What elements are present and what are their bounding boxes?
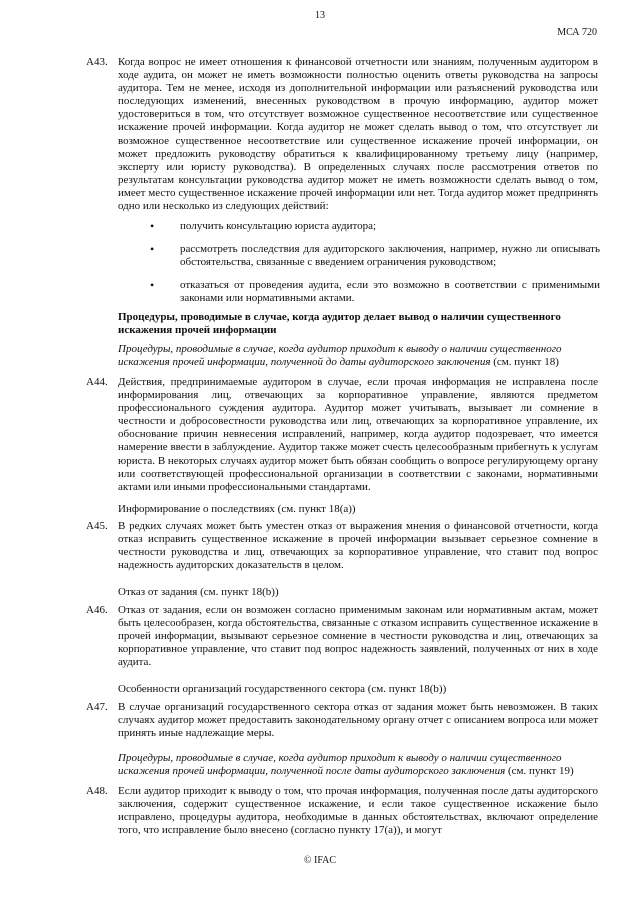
subheading-before-report bbox=[118, 343, 598, 369]
paragraph-a48 bbox=[86, 785, 598, 837]
paragraph-number: A43. bbox=[86, 56, 108, 68]
subheading-after-report bbox=[118, 752, 598, 778]
footer-copyright: © IFAC bbox=[303, 855, 337, 866]
subheading-italic: Процедуры, проводимые в случае, когда аудитор приходит к выводу о наличии существенного искажения прочей информации, полученной до даты аудиторского заключения bbox=[118, 343, 562, 369]
paragraph-text: Когда вопрос не имеет отношения к финансовой отчетности или знаниям, полученным аудитором в ходе аудита, он может не иметь возможности полностью оценить ответы руководства на запросы аудитора. Тем не менее, исходя из дополнительной информации или разъяснений руководства или последующих изменений, внесенных руководством в прочую информацию, аудитор может удостовериться в том, что отсутствует возможное существенное несоответствие или существенное искажение прочей информации. Когда аудитор не может сделать вывод о том, что отсутствует ли возможное существенное несоответствие или существенное искажение прочей информации, он может предложить руководству обратиться к квалифицированному третьему лицу (например, эксперту или юристу руководства). В определенных случаях после рассмотрения ответов по результатам консультации руководства аудитор может не иметь возможности сделать вывод о том, имеет место существенное искажение прочей информации или нет. Тогда аудитор может предпринять одно или несколько из следующих действий: bbox=[118, 56, 598, 213]
paragraph-number: A47. bbox=[86, 701, 108, 713]
paragraph-text: Если аудитор приходит к выводу о том, что прочая информация, полученная после даты аудиторского заключения, содержит существенное искажение, и если такое существенное искажение было исправлено, процедуры аудитора, необходимые в данных обстоятельствах, включают определение того, что исправление было внесено (согласно пункту 17(a)), и могут bbox=[118, 785, 598, 837]
subheading-reference: (см. пункт 18) bbox=[490, 356, 559, 369]
paragraph-number: A46. bbox=[86, 604, 108, 616]
paragraph-text: Отказ от задания, если он возможен согласно применимым законам или нормативным актам, может быть целесообразен, когда обстоятельства, связанные с отказом исправить существенное искажение в прочей информации, вызывают серьезное сомнение в честности руководства и лиц, отвечающих за корпоративное управление, что ставит под вопрос надежность заявлений, полученных от них в ходе аудита. bbox=[118, 604, 598, 669]
paragraph-a46 bbox=[86, 604, 598, 669]
subheading-italic: Процедуры, проводимые в случае, когда аудитор приходит к выводу о наличии существенного искажения прочей информации, полученной после даты аудиторского заключения bbox=[118, 752, 562, 778]
paragraph-a45 bbox=[86, 520, 598, 572]
paragraph-a47 bbox=[86, 701, 598, 740]
document-code: МСА 720 bbox=[557, 27, 597, 38]
subheading-withdrawal: Отказ от задания (см. пункт 18(b)) bbox=[118, 586, 279, 598]
paragraph-number: A44. bbox=[86, 376, 108, 388]
section-heading: Процедуры, проводимые в случае, когда аудитор делает вывод о наличии существенного искажения прочей информации bbox=[118, 311, 561, 337]
action-list bbox=[150, 220, 600, 315]
list-item: • получить консультацию юриста аудитора; bbox=[150, 220, 600, 233]
subheading-reference: (см. пункт 19) bbox=[505, 765, 574, 778]
list-item: • отказаться от проведения аудита, если это возможно в соответствии с применимыми законами или нормативными актами. bbox=[150, 279, 600, 305]
page-number: 13 bbox=[315, 10, 325, 21]
paragraph-text: Действия, предпринимаемые аудитором в случае, если прочая информация не исправлена после информирования лиц, отвечающих за корпоративное управление, являются предметом профессионального суждения аудитора. Аудитор может учитывать, вызывает ли сомнение в честности и добросовестности руководства или лиц, отвечающих за корпоративное управление, их обоснование причин невнесения исправлений, например, когда аудитор подозревает, что имеется намерение ввести в заблуждение. Аудитор также может счесть целесообразным прибегнуть к услугам юриста. В некоторых случаях аудитор может быть обязан сообщить о вопросе регулирующему органу или соответствующей профессиональной организации в соответствии с законами, нормативными актами или иными профессиональными стандартами. bbox=[118, 376, 598, 493]
subheading-consequences: Информирование о последствиях (см. пункт 18(a)) bbox=[118, 503, 356, 515]
paragraph-text: В случае организаций государственного сектора отказ от задания может быть невозможен. В таких случаях аудитор может предоставить законодательному органу отчет с описанием вопроса или может принять иные надлежащие меры. bbox=[118, 701, 598, 740]
list-item: • рассмотреть последствия для аудиторского заключения, например, нужно ли описывать обстоятельства, связанные с введением ограничения руководством; bbox=[150, 243, 600, 269]
paragraph-a44 bbox=[86, 376, 598, 494]
paragraph-number: A45. bbox=[86, 520, 108, 532]
paragraph-text: В редких случаях может быть уместен отказ от выражения мнения о финансовой отчетности, когда отказ исправить существенное искажение в прочей информации вызывает серьезное сомнение в честности руководства и лиц, отвечающих за корпоративное управление, что ставит под вопрос надежность аудиторских доказательств в целом. bbox=[118, 520, 598, 572]
subheading-public-sector: Особенности организаций государственного сектора (см. пункт 18(b)) bbox=[118, 683, 447, 695]
paragraph-number: A48. bbox=[86, 785, 108, 797]
paragraph-a43 bbox=[86, 56, 598, 213]
